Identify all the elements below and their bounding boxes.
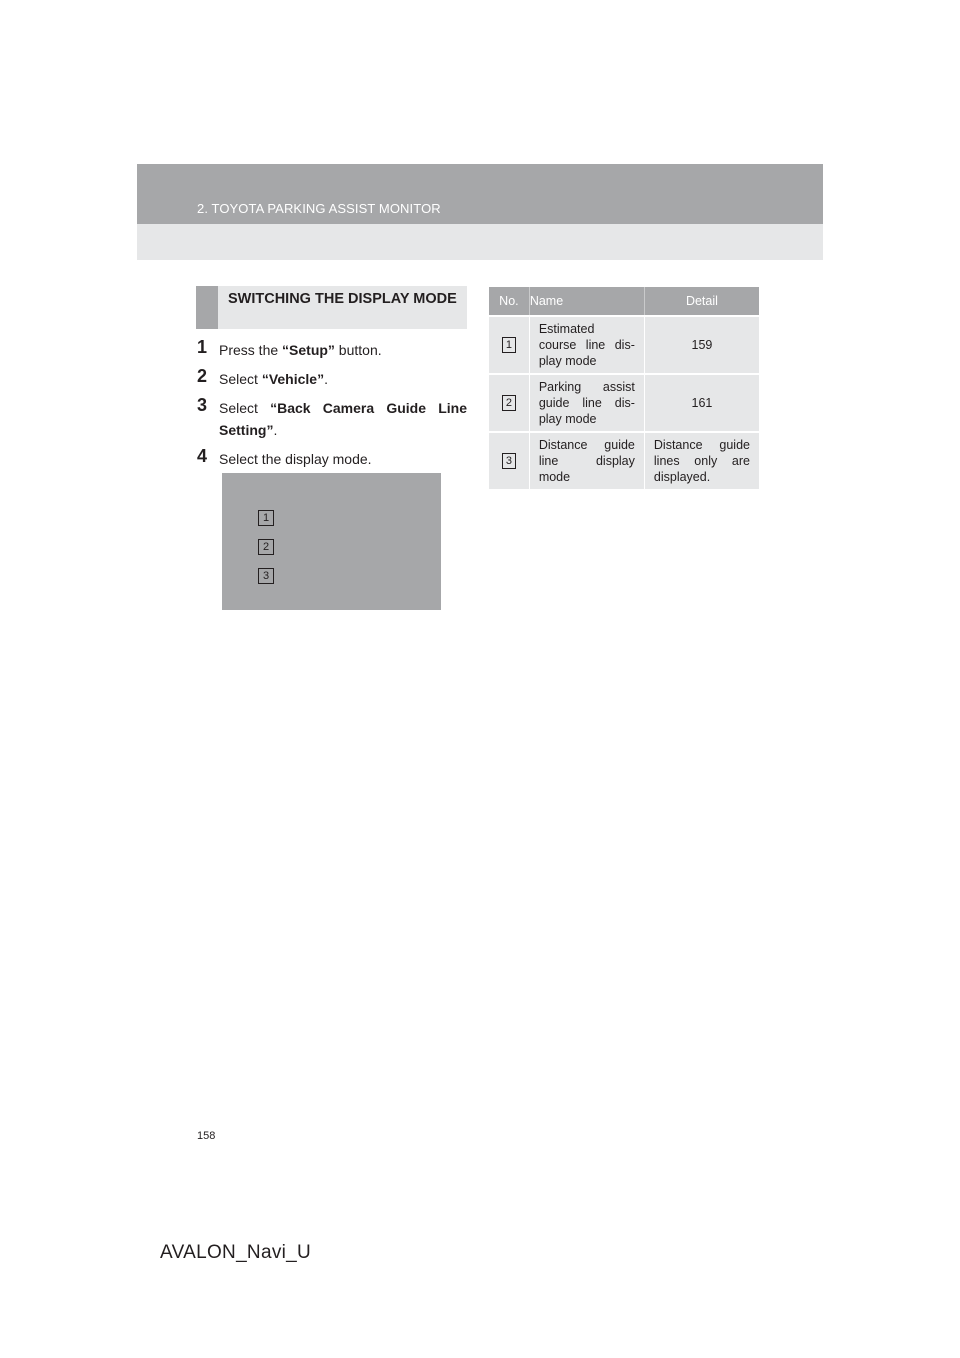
row-name: Estimated course line dis-play mode: [529, 316, 644, 374]
step-3: [197, 397, 467, 441]
callout-2: 2: [258, 539, 274, 555]
heading-accent-bar: [196, 286, 218, 329]
step-text: button.: [334, 342, 382, 358]
table-row: [489, 374, 759, 432]
footer-doc-id: AVALON_Navi_U: [160, 1242, 312, 1263]
step-text: Select: [219, 371, 262, 387]
section-title: 2. TOYOTA PARKING ASSIST MONITOR: [197, 201, 441, 216]
table-row: [489, 316, 759, 374]
table-header-row: [489, 287, 759, 316]
callout-2: 2: [502, 395, 516, 411]
row-name: Parking assist guide line dis-play mode: [529, 374, 644, 432]
row-detail: 159: [644, 316, 759, 374]
row-name: Distance guide line display mode: [529, 432, 644, 489]
heading-title: SWITCHING THE DISPLAY MODE: [228, 291, 457, 307]
step-text: .: [273, 422, 278, 438]
step-1: [197, 339, 467, 361]
header-subband: [137, 224, 823, 260]
column-header-detail: Detail: [644, 287, 759, 316]
step-text: Select: [219, 400, 271, 416]
column-header-name: Name: [529, 287, 644, 316]
step-number: 4: [197, 446, 208, 466]
step-text: .: [324, 371, 328, 387]
step-text: Press the: [219, 342, 283, 358]
step-list: [197, 339, 467, 477]
step-keyword: “Vehicle”: [261, 371, 325, 387]
callout-1: 1: [258, 510, 274, 526]
row-detail: 161: [644, 374, 759, 432]
step-2: [197, 368, 467, 390]
step-keyword: “Back Camera Guide Line Setting”: [219, 400, 467, 438]
mode-table: [489, 287, 759, 489]
header-band: [137, 164, 823, 224]
screen-illustration: [222, 473, 441, 610]
step-4: [197, 448, 467, 470]
row-no: [489, 374, 529, 432]
row-detail: Distance guide lines only are displayed.: [644, 432, 759, 489]
step-keyword: “Setup”: [282, 342, 335, 358]
callout-3: 3: [258, 568, 274, 584]
column-header-no: No.: [489, 287, 529, 316]
row-no: [489, 316, 529, 374]
callout-3: 3: [502, 453, 516, 469]
callout-1: 1: [502, 337, 516, 353]
step-number: 2: [197, 366, 208, 386]
step-number: 3: [197, 395, 208, 415]
table-row: [489, 432, 759, 489]
step-text: Select the display mode.: [219, 451, 372, 467]
section-heading: [196, 286, 467, 329]
page-number: 158: [197, 1130, 216, 1142]
step-number: 1: [197, 337, 208, 357]
row-no: [489, 432, 529, 489]
